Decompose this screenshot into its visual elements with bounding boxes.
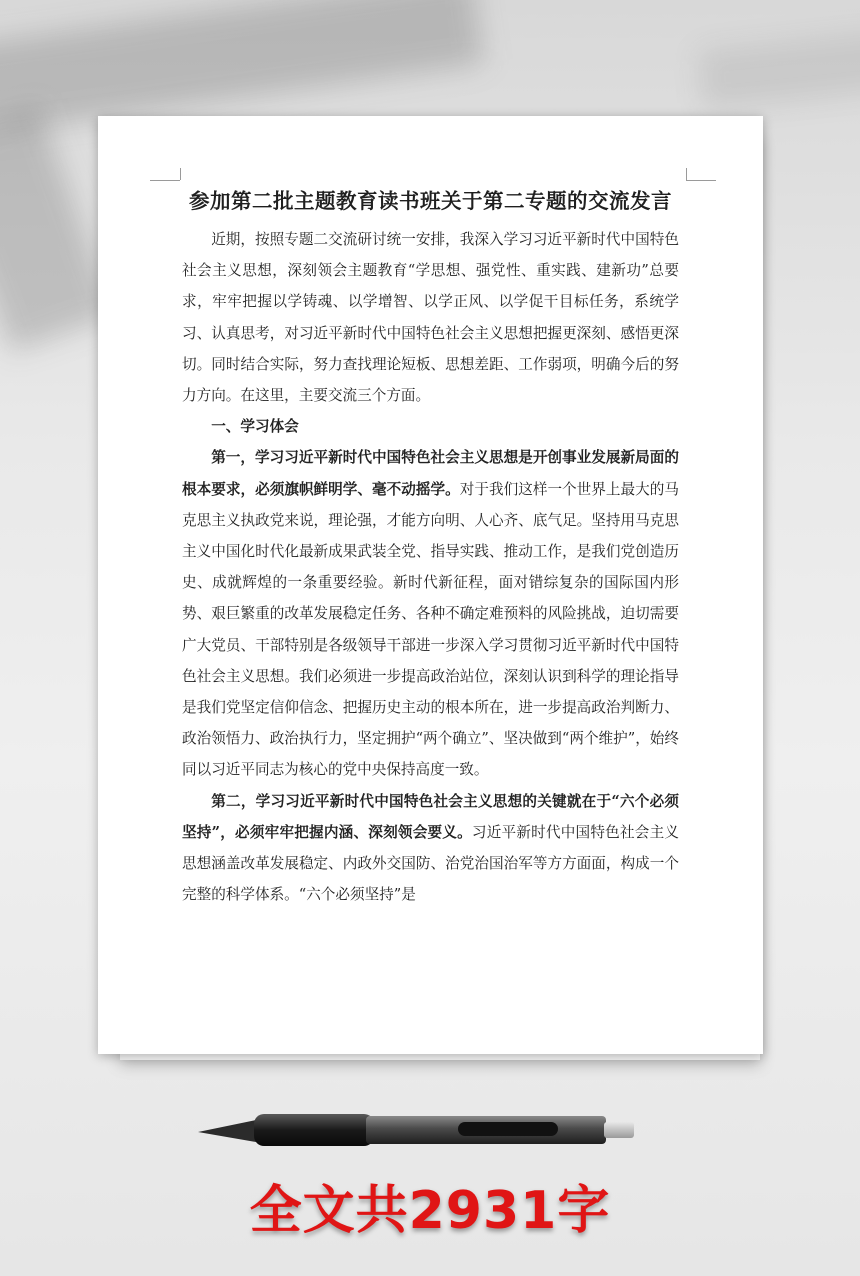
- intro-paragraph: 近期，按照专题二交流研讨统一安排，我深入学习习近平新时代中国特色社会主义思想，深刻领会主题教育“学思想、强党性、重实践、建新功”总要求，牢牢把握以学铸魂、以学增智、以学正风、以学促干目标任务，系统学习、认真思考，对习近平新时代中国特色社会主义思想把握更深刻、感悟更深切。同时结合实际，努力查找理论短板、思想差距、工作弱项，明确今后的努力方向。在这里，主要交流三个方面。: [182, 231, 679, 405]
- point-one-text: 对于我们这样一个世界上最大的马克思主义执政党来说，理论强，才能方向明、人心齐、底气足。坚持用马克思主义中国化时代化最新成果武装全党、指导实践、推动工作，是我们党创造历史、成就辉煌的一条重要经验。新时代新征程，面对错综复杂的国际国内形势、艰巨繁重的改革发展稳定任务、各种不确定难预料的风险挑战，迫切需要广大党员、干部特别是各级领导干部进一步深入学习贯彻习近平新时代中国特色社会主义思想。我们必须进一步提高政治站位，深刻认识到科学的理论指导是我们党坚定信仰信念、把握历史主动的根本所在，进一步提高政治判断力、政治领悟力、政治执行力，坚定拥护“两个确立”、坚决做到“两个维护”，始终同以习近平同志为核心的党中央保持高度一致。: [182, 480, 679, 779]
- crop-mark-top-left: [150, 180, 180, 181]
- pen-grip: [254, 1114, 374, 1146]
- pen-clip: [458, 1122, 558, 1136]
- crop-mark-top-right: [686, 180, 716, 181]
- pen-illustration: [196, 1108, 636, 1150]
- background-shadow-right: [697, 30, 860, 111]
- crop-mark-top-left-v: [180, 168, 181, 180]
- crop-mark-top-right-v: [686, 168, 687, 180]
- pen-end-cap: [604, 1122, 634, 1138]
- point-two-text: 习近平新时代中国特色社会主义思想涵盖改革发展稳定、内政外交国防、治党治国治军等方方面面，构成一个完整的科学体系。“六个必须坚持”是: [182, 823, 679, 904]
- document-title: 参加第二批主题教育读书班关于第二专题的交流发言: [189, 189, 672, 213]
- point-one-paragraph: [182, 442, 679, 785]
- point-two-lead: 第二，学习习近平新时代中国特色社会主义思想的关键就在于“六个必须坚持”，必须牢牢把握内涵、深刻领会要义。: [182, 792, 679, 841]
- section-heading: 一、学习体会: [211, 418, 299, 436]
- document-page: [98, 116, 763, 1054]
- point-two-paragraph: [182, 786, 679, 911]
- pen-tip-icon: [198, 1120, 256, 1142]
- document-body: [182, 224, 679, 910]
- point-one-lead: 第一，学习习近平新时代中国特色社会主义思想是开创事业发展新局面的根本要求，必须旗帜鲜明学、毫不动摇学。: [182, 449, 679, 498]
- word-count-label: 全文共2931字: [249, 1181, 611, 1241]
